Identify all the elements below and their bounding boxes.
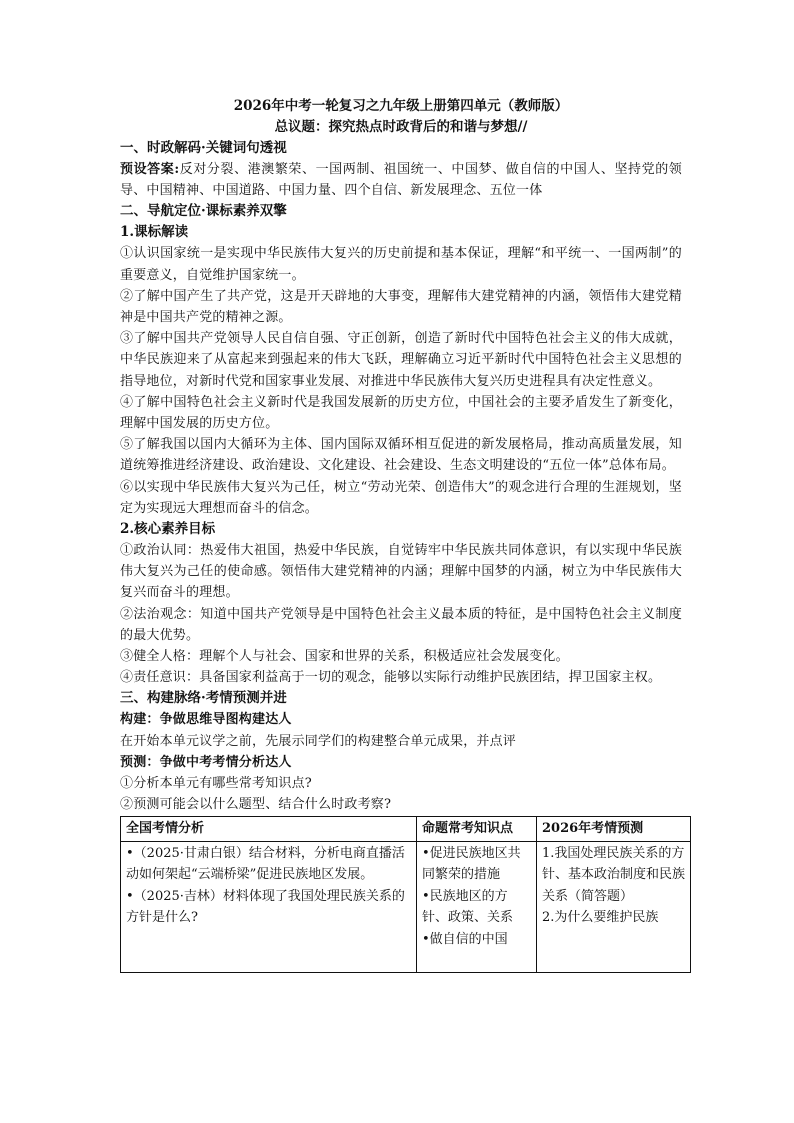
curriculum-item: ①认识国家统一是实现中华民族伟大复兴的历史前提和基本保证，理解“和平统一、一国两制”的重要意义，自觉维护国家统一。 [120, 246, 682, 283]
table-header: 命题常考知识点 [417, 817, 537, 842]
predict-label: 预测：争做中考考情分析达人 [120, 754, 292, 770]
exam-analysis-table [120, 816, 691, 973]
core-literacy-item: ④责任意识：具备国家利益高于一切的观念，能够以实际行动维护民族团结，捍卫国家主权。 [120, 670, 662, 686]
predict-question: ①分析本单元有哪些常考知识点? [120, 776, 312, 792]
table-cell [121, 841, 417, 972]
document-title: 2026年中考一轮复习之九年级上册第四单元（教师版） [233, 98, 569, 114]
table-header: 2026年考情预测 [537, 817, 691, 842]
preset-answer-label: 预设答案: [120, 162, 180, 177]
cell-text: •（2025·甘肃白银）结合材料，分析电商直播活动如何架起“云端桥梁”促进民族地区发展。 [126, 845, 405, 883]
table-row [121, 841, 691, 972]
core-literacy-item: ②法治观念：知道中国共产党领导是中国特色社会主义最本质的特征，是中国特色社会主义制度的最大优势。 [120, 606, 682, 643]
cell-text: •做自信的中国 [422, 931, 508, 947]
cell-text: 2.为什么要维护民族 [542, 910, 659, 926]
build-label: 构建：争做思维导图构建达人 [120, 712, 292, 728]
curriculum-item: ⑥以实现中华民族伟大复兴为己任，树立“劳动光荣、创造伟大”的观念进行合理的生涯规划，坚定为实现远大理想而奋斗的信念。 [120, 479, 682, 516]
build-text: 在开始本单元议学之前，先展示同学们的构建整合单元成果，并点评 [120, 733, 517, 749]
core-literacy-item: ①政治认同：热爱伟大祖国，热爱中华民族，自觉铸牢中华民族共同体意识，有以实现中华民族伟大复兴为己任的使命感。领悟伟大建党精神的内涵；理解中国梦的内涵，树立为中华民族伟大复兴而奋斗的理想。 [120, 543, 682, 601]
curriculum-heading: 1.课标解读 [120, 224, 189, 241]
cell-text: •（2025·吉林）材料体现了我国处理民族关系的方针是什么? [126, 888, 405, 926]
table-cell [537, 841, 691, 972]
cell-text: 1.我国处理民族关系的方针、基本政治制度和民族关系（简答题） [542, 845, 686, 904]
document-page [120, 96, 686, 973]
section-2-heading: 二、导航定位·课标素养双擎 [120, 203, 287, 220]
core-literacy-heading: 2.核心素养目标 [120, 521, 216, 538]
cell-text: •促进民族地区共同繁荣的措施 [422, 845, 521, 883]
curriculum-item: ④了解中国特色社会主义新时代是我国发展新的历史方位，中国社会的主要矛盾发生了新变化，理解中国发展的历史方位。 [120, 394, 682, 432]
table-header-row [121, 817, 691, 842]
table-header: 全国考情分析 [121, 817, 417, 842]
curriculum-item: ⑤了解我国以国内大循环为主体、国内国际双循环相互促进的新发展格局，推动高质量发展，知道统筹推进经济建设、政治建设、文化建设、社会建设、生态文明建设的“五位一体”总体布局。 [120, 437, 682, 474]
section-3-heading: 三、构建脉络·考情预测并进 [120, 690, 287, 707]
preset-answer [120, 159, 682, 201]
curriculum-item: ②了解中国产生了共产党，这是开天辟地的大事变，理解伟大建党精神的内涵，领悟伟大建党精神是中国共产党的精神之源。 [120, 288, 682, 326]
cell-text: •民族地区的方针、政策、关系 [422, 888, 514, 926]
curriculum-item: ③了解中国共产党领导人民自信自强、守正创新，创造了新时代中国特色社会主义的伟大成就，中华民族迎来了从富起来到强起来的伟大飞跃，理解确立习近平新时代中国特色社会主义思想的指导地位，对新时代党和国家事业发展、对推进中华民族伟大复兴历史进程具有决定性意义。 [120, 331, 682, 389]
core-literacy-item: ③健全人格：理解个人与社会、国家和世界的关系，积极适应社会发展变化。 [120, 649, 569, 665]
predict-question: ②预测可能会以什么题型、结合什么时政考察? [120, 797, 392, 813]
preset-answer-text: 反对分裂、港澳繁荣、一国两制、祖国统一、中国梦、做自信的中国人、坚持党的领导、中国精神、中国道路、中国力量、四个自信、新发展理念、五位一体 [120, 162, 682, 199]
table-cell [417, 841, 537, 972]
document-subtitle: 总议题：探究热点时政背后的和谐与梦想// [274, 119, 528, 135]
section-1-heading: 一、时政解码·关键词句透视 [120, 140, 287, 156]
